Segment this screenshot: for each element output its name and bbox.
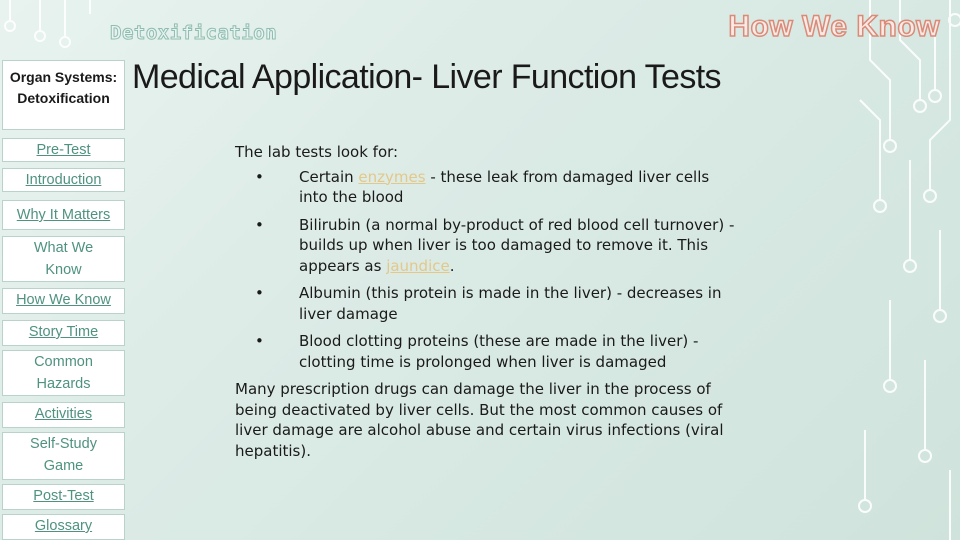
circuit-decoration-right	[840, 0, 960, 540]
closing-text-1: Many prescription drugs can damage the liver in the process of being deactivated by liver cells.	[235, 380, 711, 419]
sidebar-item-label: Common Hazards	[34, 354, 93, 392]
bullet-text: Certain	[299, 167, 359, 186]
bullet-text-after: - these leak from damaged liver cells into the blood	[299, 167, 710, 206]
bullet-icon: •	[255, 215, 264, 234]
sidebar-item-label: Activities	[34, 406, 93, 422]
closing-text-2: But the most common causes of liver damage are alcohol abuse and certain virus infections (viral hepatitis).	[235, 400, 724, 460]
sidebar-item-activities[interactable]	[2, 402, 125, 428]
sidebar-item-post-test[interactable]	[2, 484, 125, 510]
bullet-icon: •	[255, 284, 264, 302]
sidebar-item-pre-test[interactable]	[2, 138, 125, 162]
section-title: Detoxification	[110, 22, 278, 44]
bullet-text: Albumin (this protein is made in the liver) - decreases in liver damage	[299, 284, 722, 323]
corner-section-title: How We Know	[728, 10, 940, 43]
jaundice-link[interactable]: jaundice	[386, 256, 450, 275]
test-list	[235, 167, 735, 373]
page-title: Medical Application- Liver Function Tests	[132, 58, 721, 96]
sidebar-item-label: What We Know	[33, 240, 94, 278]
list-item	[235, 167, 735, 208]
sidebar-item-why-it-matters[interactable]	[2, 200, 125, 230]
main-content	[235, 142, 735, 476]
sidebar-item-common-hazards[interactable]	[2, 350, 125, 396]
closing-paragraph	[235, 379, 735, 461]
intro-text: The lab tests look for:	[235, 143, 399, 161]
list-item	[235, 215, 735, 277]
sidebar-item-label: Why It Matters	[16, 207, 111, 223]
sidebar-item-self-study-game[interactable]	[2, 432, 125, 480]
sidebar-item-label: Glossary	[34, 518, 93, 534]
bullet-icon: •	[255, 332, 264, 350]
sidebar-item-introduction[interactable]	[2, 168, 125, 192]
sidebar-item-how-we-know[interactable]	[2, 288, 125, 314]
sidebar-item-story-time[interactable]	[2, 320, 125, 346]
list-item	[235, 283, 735, 324]
sidebar-item-label: Story Time	[28, 324, 99, 340]
bullet-text-after: .	[449, 256, 455, 275]
sidebar-item-label: Pre-Test	[36, 142, 91, 158]
sidebar-item-what-we-know[interactable]	[2, 236, 125, 282]
sidebar-item-glossary[interactable]	[2, 514, 125, 540]
sidebar-item-label: Self-Study Game	[30, 436, 97, 474]
list-item	[235, 331, 735, 372]
sidebar-header-label: Organ Systems: Detoxification	[9, 69, 118, 106]
bullet-text: Blood clotting proteins (these are made in the liver) - clotting time is prolonged when liver is damaged	[299, 332, 699, 371]
sidebar-item-label: Introduction	[25, 172, 102, 188]
sidebar-header	[2, 60, 125, 130]
sidebar-item-label: Post-Test	[33, 488, 94, 504]
bullet-icon: •	[255, 167, 264, 186]
enzymes-link[interactable]: enzymes	[358, 167, 426, 186]
sidebar-item-label: How We Know	[16, 292, 111, 308]
bullet-text: Bilirubin (a normal by-product of red blood cell turnover) - builds up when liver is too damaged to remove it. This appears as	[299, 215, 735, 275]
